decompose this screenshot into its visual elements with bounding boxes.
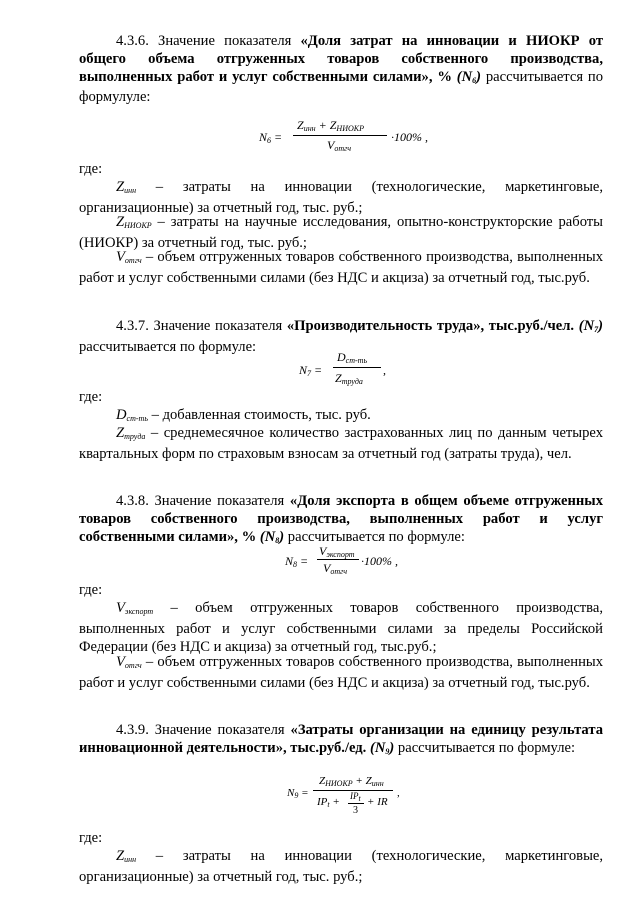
- intro-text: рассчитывается по формулуле:: [79, 68, 603, 106]
- section-number: 4.3.6. Значение показателя: [116, 33, 301, 49]
- definition: $V_{отгч}$ – объем отгруженных товаров собственного производства, выполненных работ и услуг собственными силами (без НДС и акциза) за отчетный год, тыс.руб.: [79, 654, 603, 691]
- where-label: где:: [79, 161, 103, 177]
- where-label: где:: [79, 830, 103, 846]
- formula-n9: $N_9$ = $Z_{НИОКР} + Z_{инн}$ $IP_t$ + $IP_t$ 3 + IR ,: [287, 775, 400, 816]
- indicator-title: «Доля затрат на инновации и НИОКР от общего объема отгруженных товаров собственного производства, выполненных работ и услуг собственными силами», %: [79, 33, 603, 85]
- intro-text: рассчитывается по формуле:: [394, 739, 576, 756]
- definition: $V_{экспорт}$ – объем отгруженных товаров собственного производства, выполненных работ и услуг собственными силами за пределы Российской Федерации (без НДС и акциза) за отчетный год, тыс.руб.;: [79, 600, 603, 655]
- section-4-3-9-heading: 4.3.9. Значение показателя «Затраты организации на единицу результата инновационной деятельности», тыс.руб./ед. $(N_9)$ рассчитывается по формуле:: [79, 722, 603, 756]
- definition: $Z_{инн}$ – затраты на инновации (технологические, маркетинговые, организационные) за отчетный год, тыс. руб.;: [79, 848, 603, 885]
- where-label: где:: [79, 389, 103, 405]
- definition: $V_{отгч}$ – объем отгруженных товаров собственного производства, выполненных работ и услуг собственными силами (без НДС и акциза) за отчетный год, тыс.руб.: [79, 249, 603, 286]
- definition: $D_{ст-ть}$ – добавленная стоимость, тыс. руб.: [116, 407, 371, 423]
- section-number: 4.3.8. Значение показателя: [116, 493, 290, 509]
- definition: $Z_{инн}$ – затраты на инновации (технологические, маркетинговые, организационные) за отчетный год, тыс. руб.;: [79, 179, 603, 216]
- formula-n6: $N_6$ = $Z_{инн} + Z_{НИОКР}$ $V_{отгч}$ ·100% ,: [259, 118, 428, 153]
- definition: $Z_{труда}$ – среднемесячное количество застрахованных лиц по данным четырех квартальных форм по страховым взносам за отчетный год (затраты труда), чел.: [79, 425, 603, 462]
- definition: $Z_{НИОКР}$ – затраты на научные исследования, опытно-конструкторские работы (НИОКР) за отчетный год, тыс. руб.;: [79, 214, 603, 251]
- formula-n7: $N_7$ = $D_{ст-ть}$ $Z_{труда}$ ,: [299, 350, 386, 386]
- section-4-3-7-heading: 4.3.7. Значение показателя «Производительность труда», тыс.руб./чел. $(N_7)$ рассчитывается по формуле:: [79, 318, 603, 355]
- formula-n8: $N_8$ = $V_{экспорт}$ $V_{отгч}$ ·100% ,: [285, 544, 398, 576]
- section-4-3-8-heading: 4.3.8. Значение показателя «Доля экспорта в общем объеме отгруженных товаров собственного производства, выполненных работ и услуг собственными силами», % $(N_8)$ рассчитывается по формуле:: [79, 493, 603, 545]
- intro-text: рассчитывается по формуле:: [284, 528, 465, 545]
- indicator-title: «Затраты организации на единицу результата инновационной деятельности», тыс.руб./ед.: [79, 722, 603, 756]
- section-number: 4.3.7. Значение показателя: [116, 318, 287, 334]
- section-4-3-6-heading: 4.3.6. Значение показателя «Доля затрат на инновации и НИОКР от общего объема отгруженных товаров собственного производства, выполненных работ и услуг собственными силами», % $(N_6)$ рассчитывается по формулуле:: [79, 33, 603, 106]
- indicator-title: «Доля экспорта в общем объеме отгруженных товаров собственного производства, выполненных работ и услуг собственными силами», %: [79, 493, 603, 545]
- section-number: 4.3.9. Значение показателя: [116, 722, 291, 738]
- indicator-title: «Производительность труда», тыс.руб./чел.: [286, 318, 575, 334]
- where-label: где:: [79, 582, 103, 598]
- intro-text: рассчитывается по формуле:: [79, 338, 257, 355]
